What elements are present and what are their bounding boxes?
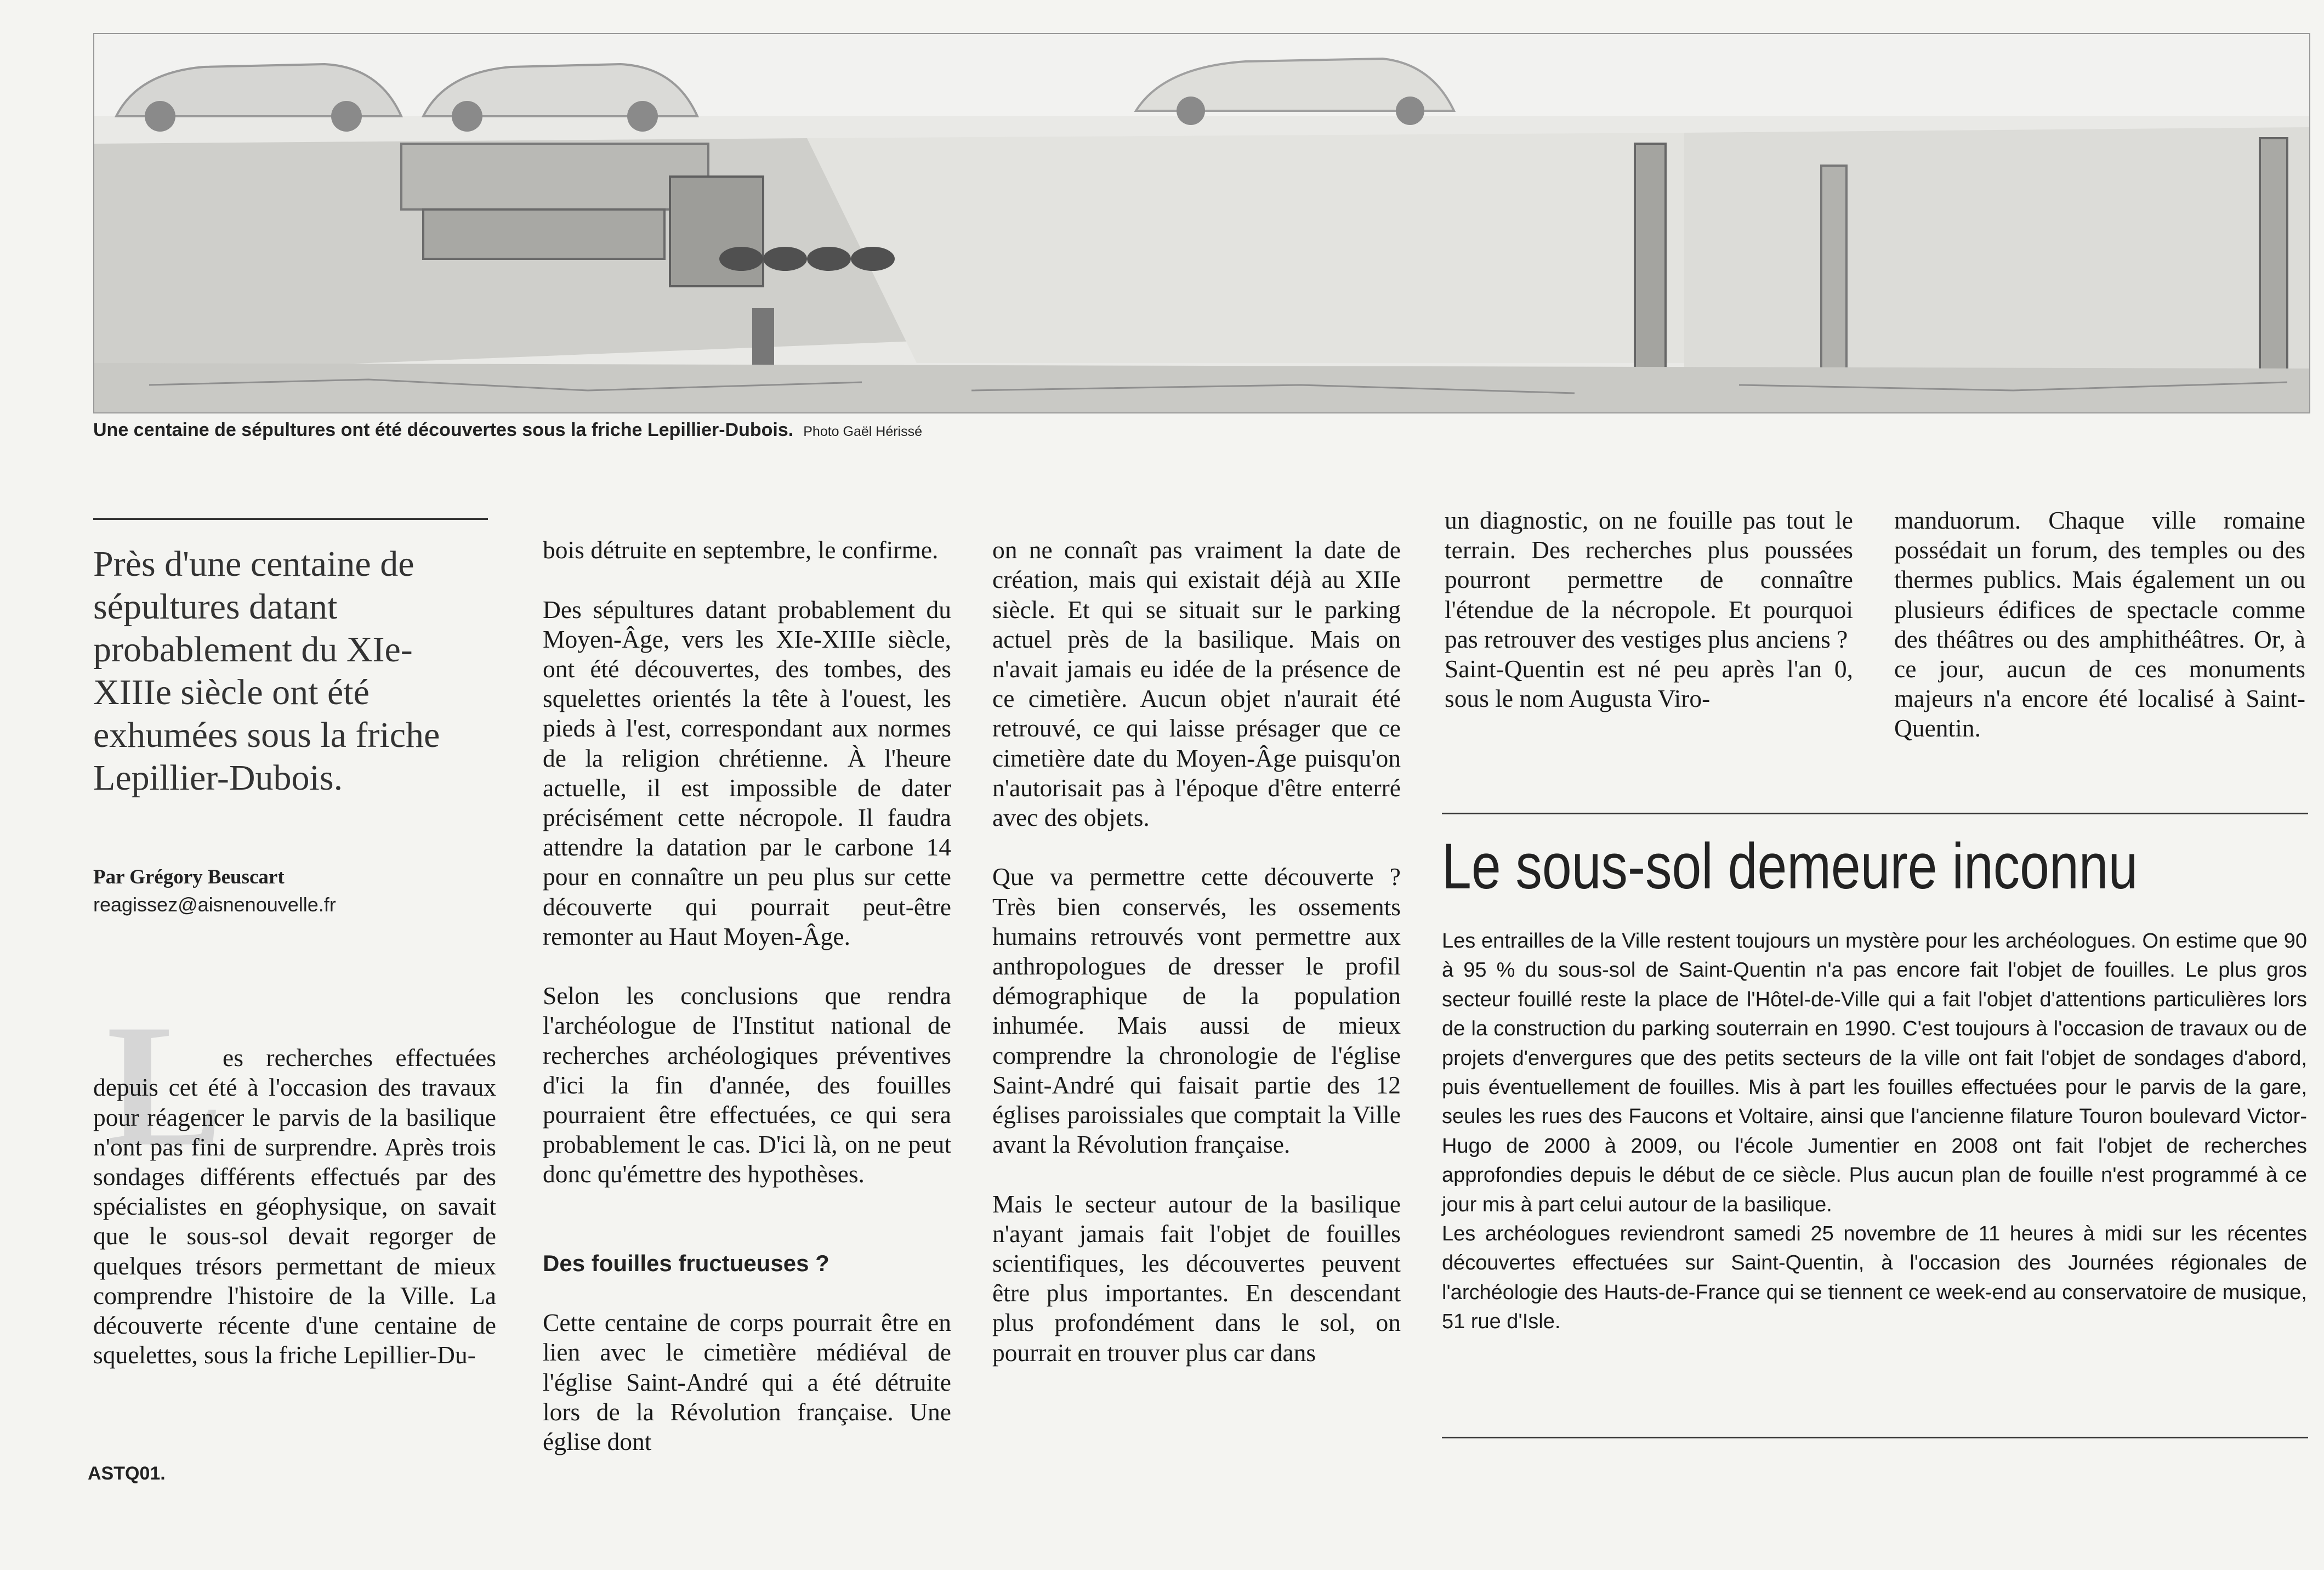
- excavation-photo-drawing: [94, 34, 2309, 412]
- column-2-paragraph-4: Cette centaine de corps pourrait être en lien avec le cimetière médiéval de l'église Saint-André qui a été détruite lors de la Révolution française. Une église dont: [543, 1308, 951, 1456]
- excavation-photo: [93, 33, 2310, 413]
- article-column-4: un diagnostic, on ne fouille pas tout le terrain. Des recherches plus poussées pourront permettre de connaître l'étendue de la nécropole. Et pourquoi pas retrouver des vestiges plus anciens ? Saint-Quentin est né peu après l'an 0, sous le nom Augusta Viro-: [1445, 506, 1853, 713]
- article-column-3: [992, 506, 1401, 1397]
- article-subhead: Des fouilles fructueuses ?: [543, 1250, 829, 1276]
- column-2-paragraph-2: Des sépultures datant probablement du Moyen-Âge, vers les XIe-XIIIe siècle, ont été découvertes, des tombes, des squelettes orientés la tête à l'ouest, les pieds à l'est, correspondant aux normes de la religion chrétienne. À l'heure actuelle, il est impossible de dater précisément cette nécropole. Il faudra attendre la datation par le carbone 14 pour en connaître un peu plus sur cette découverte qui pourrait peut-être remonter au Haut Moyen-Âge.: [543, 595, 951, 950]
- article-chapo: Près d'une centaine de sépultures datant probablement du XIe-XIIIe siècle ont été exhumées sous la friche Lepillier-Dubois.: [93, 518, 488, 800]
- column-2-paragraph-3: Selon les conclusions que rendra l'archéologue de l'Institut national de recherches archéologiques préventives d'ici la fin d'année, des fouilles pourraient être effectuées, ce qui sera probablement le cas. D'ici là, on ne peut donc qu'émettre des hypothèses.: [543, 982, 951, 1188]
- article-column-5: manduorum. Chaque ville romaine possédait un forum, des temples ou des thermes publics. Mais également un ou plusieurs édifices de spectacle comme des théâtres ou des amphithéâtres. Or, à ce jour, aucun de ces monuments majeurs n'a encore été localisé à Saint-Quentin.: [1894, 506, 2305, 743]
- page-folio: ASTQ01.: [88, 1463, 166, 1484]
- column-1-text: es recherches effectuées depuis cet été à l'occasion des travaux pour réagencer le parvis de la basilique n'ont pas fini de surprendre. Après trois sondages différents effectués par des spécialistes en géophysique, on savait que le sous-sol devait regorger de quelques trésors permettant de mieux comprendre l'histoire de la Ville. La découverte récente d'une centaine de squelettes, sous la friche Lepillier-Du-: [93, 1044, 496, 1369]
- drop-cap: L: [106, 989, 224, 1183]
- column-2-paragraph-1: bois détruite en septembre, le confirme.: [543, 536, 939, 564]
- column-3-paragraph-1: on ne connaît pas vraiment la date de création, mais qui existait déjà au XIIe siècle. Et qui se situait sur le parking actuel près de la basilique. Mais on n'avait jamais eu idée de la présence de ce cimetière. Aucun objet n'aurait été retrouvé, ce qui laisse présager que ce cimetière date du Moyen-Âge puisqu'on n'autorisait pas à l'époque d'être enterré avec des objets.: [992, 536, 1401, 832]
- box-body: [1442, 927, 2307, 1337]
- column-3-paragraph-3: Mais le secteur autour de la basilique n'ayant jamais fait l'objet de fouilles scientifiques, les découvertes peuvent être plus importantes. En descendant plus profondément dans le sol, on pourrait en trouver plus car dans: [992, 1189, 1401, 1367]
- byline-email[interactable]: reagissez@aisnenouvelle.fr: [93, 893, 336, 916]
- byline: [93, 864, 488, 919]
- photo-caption-text: Une centaine de sépultures ont été découvertes sous la friche Lepillier-Dubois.: [93, 420, 794, 440]
- photo-credit: Photo Gaël Hérissé: [803, 424, 923, 439]
- article-column-1: [93, 989, 496, 1400]
- box-paragraph-2: Les archéologues reviendront samedi 25 novembre de 11 heures à midi sur les récentes découvertes effectuées sur Saint-Quentin, à l'occasion des Journées régionales de l'archéologie des Hauts-de-France qui se tiennent ce week-end au conservatoire de musique, 51 rue d'Isle.: [1442, 1222, 2307, 1334]
- box-title: Le sous-sol demeure inconnu: [1442, 830, 2138, 903]
- box-top-rule: [1442, 813, 2308, 814]
- column-3-paragraph-2: Que va permettre cette découverte ? Très bien conservés, les ossements humains retrouvés vont permettre aux anthropologues de dresser le profil démographique de la population inhumée. Mais aussi de mieux comprendre la chronologie de l'église Saint-André qui faisait partie des 12 églises paroissiales que comptait la Ville avant la Révolution française.: [992, 863, 1401, 1159]
- box-bottom-rule: [1442, 1437, 2308, 1438]
- box-paragraph-1: Les entrailles de la Ville restent toujours un mystère pour les archéologues. On estime que 90 à 95 % du sous-sol de Saint-Quentin n'a pas encore fait l'objet de fouilles. Le plus gros secteur fouillé reste la place de l'Hôtel-de-Ville qui a fait l'objet d'attentions particulières lors de la construction du parking souterrain en 1990. C'est toujours à l'occasion de travaux ou de projets d'envergures que des petits secteurs de la ville ont fait l'objet de sondages d'abord, puis éventuellement de fouilles. Mis à part les fouilles effectuées pour le parvis de la gare, seules les rues des Faucons et Voltaire, ainsi que l'ancienne filature Touron boulevard Victor-Hugo de 2000 à 2009, ou l'école Jumentier en 2008 ont fait l'objet de recherches approfondies depuis le début de ce siècle. Plus aucun plan de fouille n'est programmé à ce jour mis à part celui autour de la basilique.: [1442, 929, 2307, 1216]
- article-column-2: [543, 506, 951, 1487]
- photo-caption: [93, 420, 2012, 441]
- byline-author: Par Grégory Beuscart: [93, 866, 285, 888]
